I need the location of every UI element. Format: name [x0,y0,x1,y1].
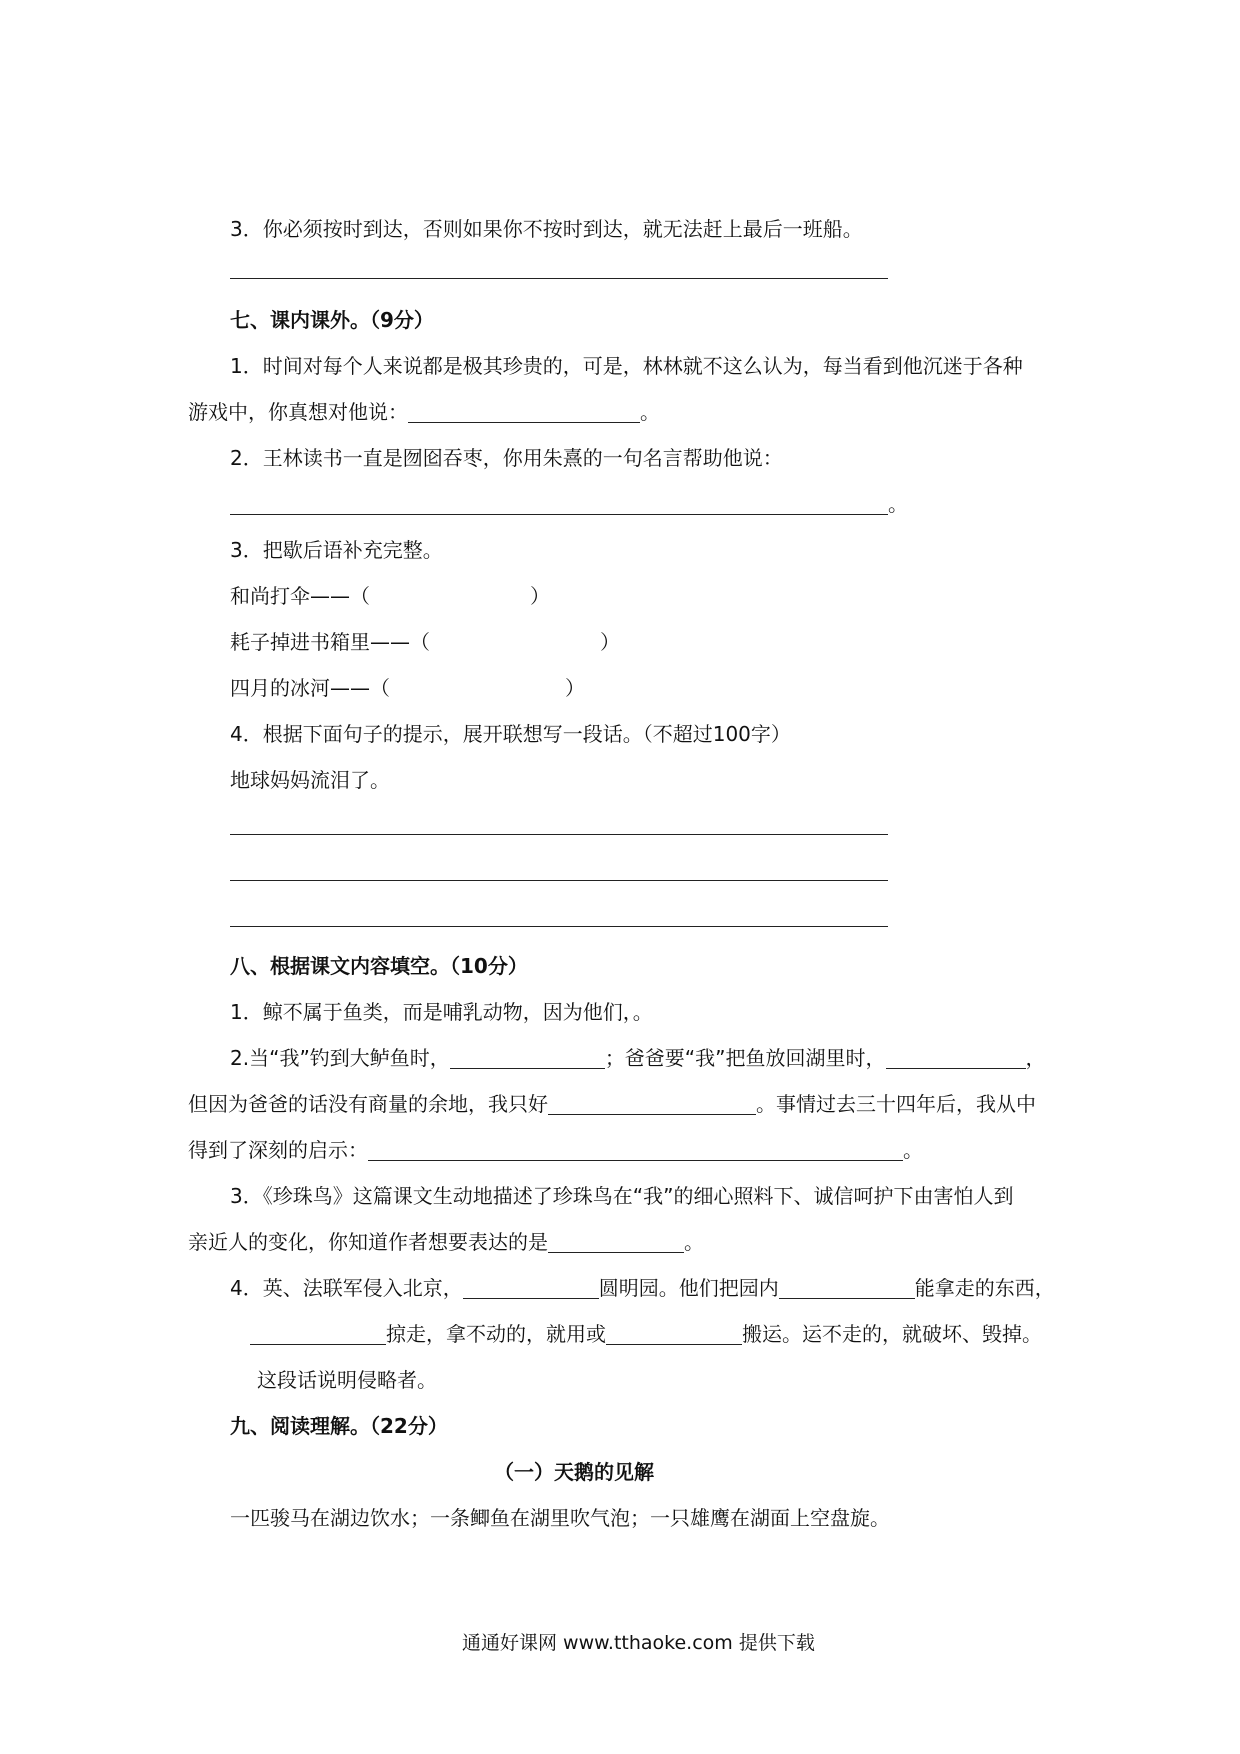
q7-item4-prompt: 地球妈妈流泪了。 [230,768,390,792]
q8-item3-blank[interactable] [548,1232,684,1253]
q8-item2-line1 [230,1044,1046,1072]
xiehouyu-1-back: ） [530,584,550,608]
q8-item2-f: 得到了深刻的启示： [188,1138,368,1162]
q7-item1-blank[interactable] [408,402,640,423]
q8-item4-e: 搬运。运不走的，就破坏、毁掉。 [742,1322,1042,1346]
q8-item3-line1: 3．《珍珠鸟》这篇课文生动地描述了珍珠鸟在“我”的细心照料下、诚信呵护下由害怕人到 [230,1184,1014,1208]
q8-item2-line2 [188,1090,1036,1118]
q8-item4-line3: 这段话说明侵略者。 [257,1368,437,1392]
q8-item3-suffix: 。 [684,1230,704,1254]
xiehouyu-2-front: 耗子掉进书箱里——（ [230,630,430,654]
q8-item4-blank-3[interactable] [250,1324,386,1345]
q8-item3-line2 [188,1228,704,1256]
q8-item1: 1．鲸不属于鱼类，而是哺乳动物，因为他们，。 [230,1000,653,1024]
q8-item4-c: 能拿走的东西， [914,1276,1055,1300]
q7-item2-end: 。 [888,492,908,516]
xiehouyu-2 [230,628,620,656]
q7-item4-writing-line-3[interactable] [230,926,888,927]
xiehouyu-1 [230,582,550,610]
q7-heading: 七、课内课外。（9分） [230,308,434,332]
q8-item2-b: ；爸爸要“我”把鱼放回湖里时， [604,1046,886,1070]
q7-item2: 2．王林读书一直是囫囵吞枣，你用朱熹的一句名言帮助他说： [230,446,783,470]
q8-item2-line3 [188,1136,923,1164]
q7-item2-blank[interactable] [230,494,888,515]
xiehouyu-3-front: 四月的冰河——（ [230,676,390,700]
q8-item4-blank-1[interactable] [463,1278,599,1299]
q7-item4: 4．根据下面句子的提示，展开联想写一段话。（不超过100字） [230,722,791,746]
q7-item2-answer [230,490,908,518]
q8-item4-line1 [230,1274,1055,1302]
q8-item2-a: 2.当“我”钓到大鲈鱼时， [230,1046,450,1070]
q7-item4-writing-line-1[interactable] [230,834,888,835]
q8-item4-blank-4[interactable] [606,1324,742,1345]
xiehouyu-3-back: ） [565,676,585,700]
page-footer: 通通好课网 www.tthaoke.com 提供下载 [462,1632,815,1654]
q7-item1-prefix: 游戏中，你真想对他说： [188,400,408,424]
q8-heading: 八、根据课文内容填空。（10分） [230,954,528,978]
xiehouyu-2-back: ） [600,630,620,654]
q8-item2-g: 。 [903,1138,923,1162]
q9-heading: 九、阅读理解。（22分） [230,1414,448,1438]
q7-item1-line2 [188,398,660,426]
q8-item4-a: 4．英、法联军侵入北京， [230,1276,463,1300]
q8-item3-prefix: 亲近人的变化，你知道作者想要表达的是 [188,1230,548,1254]
q8-item2-blank-4[interactable] [368,1140,903,1161]
q8-item4-b: 圆明园。他们把园内 [598,1276,779,1300]
xiehouyu-3 [230,674,585,702]
xiehouyu-1-front: 和尚打伞——（ [230,584,370,608]
q7-item1-suffix: 。 [640,400,660,424]
q6-item3-answer-line[interactable] [230,278,888,279]
q8-item2-d: 但因为爸爸的话没有商量的余地，我只好 [188,1092,548,1116]
q7-item4-writing-line-2[interactable] [230,880,888,881]
q8-item2-blank-3[interactable] [548,1094,756,1115]
passage-line-1: 一匹骏马在湖边饮水；一条鲫鱼在湖里吹气泡；一只雄鹰在湖面上空盘旋。 [230,1506,890,1530]
q8-item2-blank-2[interactable] [886,1048,1026,1069]
q8-item2-c: ， [1025,1046,1046,1070]
q7-item3: 3．把歇后语补充完整。 [230,538,443,562]
q8-item4-blank-2[interactable] [779,1278,915,1299]
q8-item2-blank-1[interactable] [450,1048,605,1069]
passage-title: （一）天鹅的见解 [494,1460,654,1484]
q8-item2-e: 。事情过去三十四年后，我从中 [756,1092,1036,1116]
q8-item4-d: 掠走，拿不动的，就用或 [386,1322,606,1346]
q6-item3: 3．你必须按时到达，否则如果你不按时到达，就无法赶上最后一班船。 [230,217,863,241]
q7-item1-line1: 1．时间对每个人来说都是极其珍贵的，可是，林林就不这么认为，每当看到他沉迷于各种 [230,354,1023,378]
q8-item4-line2 [250,1320,1042,1348]
